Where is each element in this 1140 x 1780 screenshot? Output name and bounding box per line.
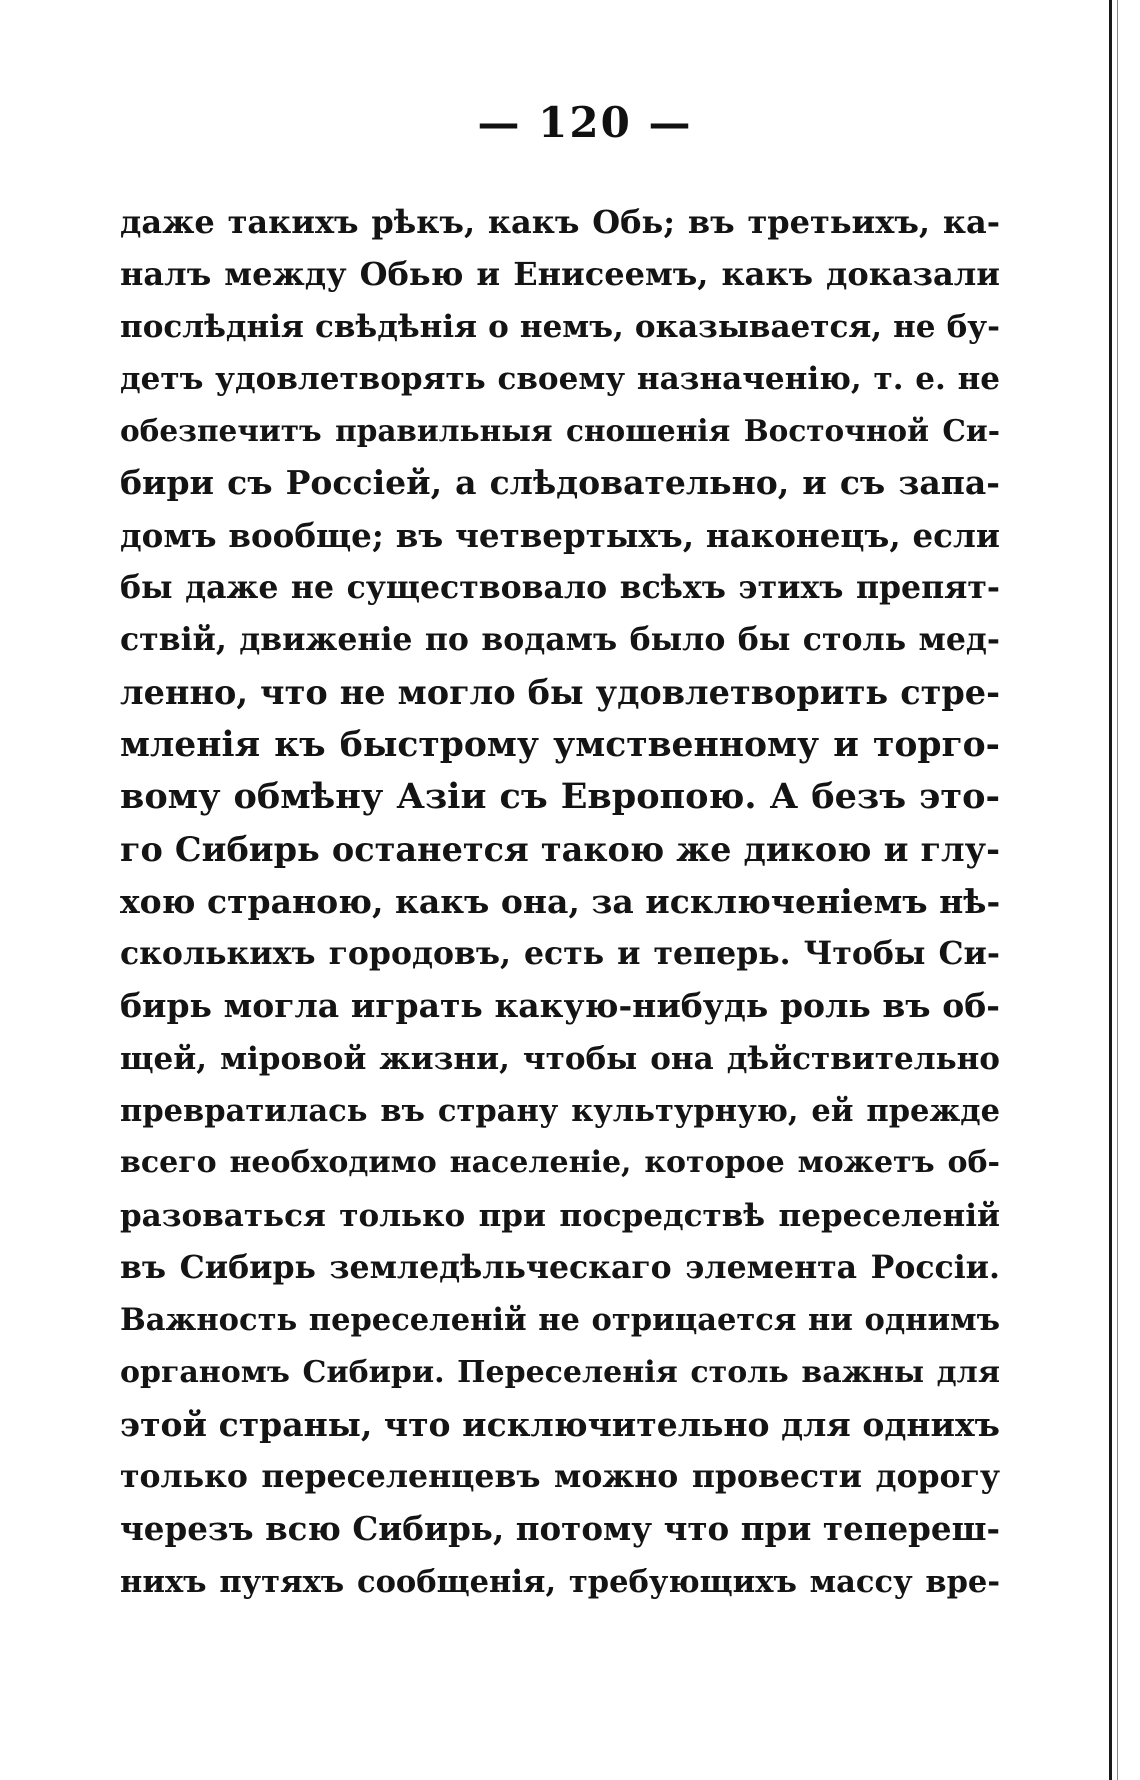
text-line: превратилась въ страну культурную, ей прежде (120, 1093, 1000, 1130)
text-line: Важность переселеній не отрицается ни однимъ (120, 1302, 1000, 1339)
text-line: только переселенцевъ можно провести дорогу (120, 1458, 1000, 1496)
page-edge-rule (1109, 0, 1112, 1780)
page-edge-rule-thin (1117, 0, 1118, 1780)
text-line: нихъ путяхъ сообщенія, требующихъ массу вре- (120, 1563, 1000, 1600)
page-number: — 120 — (477, 98, 693, 147)
text-line: бы даже не существовало всѣхъ этихъ препят- (120, 569, 1000, 607)
text-line: налъ между Обью и Енисеемъ, какъ доказали (120, 255, 1000, 294)
text-line: этой страны, что исключительно для однихъ (120, 1404, 1000, 1444)
text-line: органомъ Сибири. Переселенія столь важны для (120, 1354, 1000, 1390)
text-line: ствій, движеніе по водамъ было бы столь мед- (120, 621, 1000, 659)
text-line: даже такихъ рѣкъ, какъ Обь; въ третьихъ, ка- (120, 203, 1000, 241)
text-line: всего необходимо населеніе, которое можетъ об- (120, 1145, 1000, 1181)
body-text (120, 196, 1000, 1608)
text-line: вому обмѣну Азіи съ Европою. А безъ это- (120, 776, 1000, 818)
text-line: бири съ Россіей, а слѣдовательно, и съ запа- (120, 463, 1000, 503)
text-line: ленно, что не могло бы удовлетворить стре- (120, 672, 1000, 712)
text-line: детъ удовлетворять своему назначенію, т. е. не (120, 360, 1000, 397)
text-line: мленія къ быстрому умственному и торго- (120, 724, 1000, 765)
text-line: обезпечитъ правильныя сношенія Восточной Си- (120, 413, 1000, 449)
text-line: разоваться только при посредствѣ переселеній (120, 1197, 1000, 1234)
text-line: щей, міровой жизни, чтобы она дѣйствительно (120, 1040, 1000, 1077)
text-line: сколькихъ городовъ, есть и теперь. Чтобы Си- (120, 935, 1000, 973)
text-line: го Сибирь останется такою же дикою и глу- (120, 829, 1000, 869)
text-line: послѣднія свѣдѣнія о немъ, оказывается, не бу- (120, 308, 1000, 345)
text-line: въ Сибирь земледѣльческаго элемента Россіи. (120, 1248, 1000, 1286)
text-line: хою страною, какъ она, за исключеніемъ нѣ- (120, 881, 1001, 921)
text-line: бирь могла играть какую-нибудь роль въ об- (120, 986, 1000, 1026)
text-line: домъ вообще; въ четвертыхъ, наконецъ, если (120, 515, 1000, 555)
text-line: черезъ всю Сибирь, потому что при теперeш- (120, 1509, 1000, 1549)
